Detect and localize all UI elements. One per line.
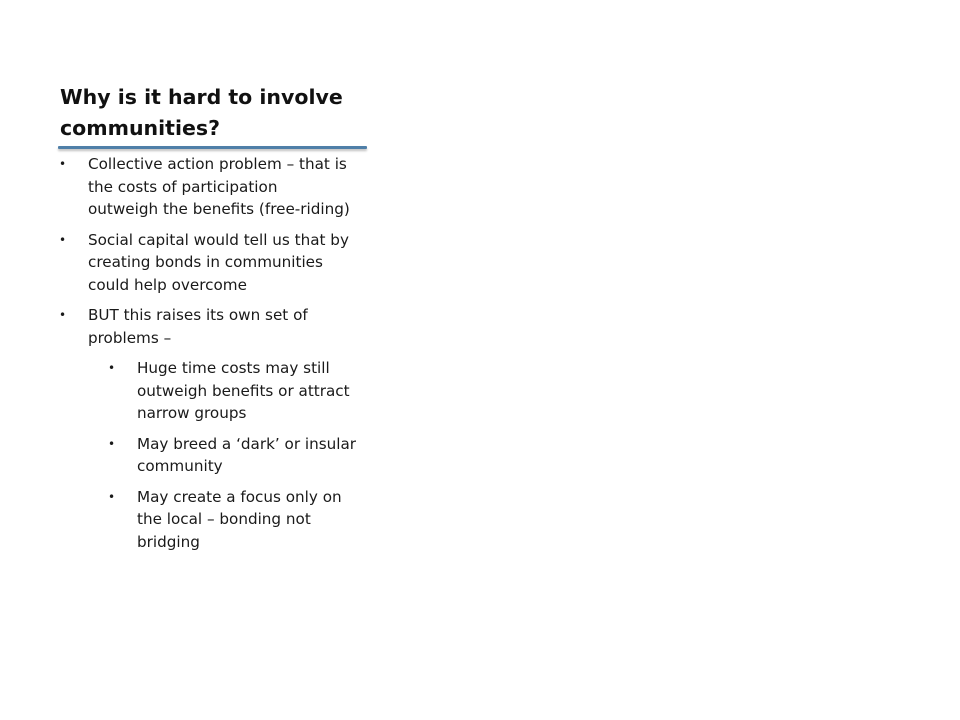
title-underline bbox=[58, 146, 367, 149]
sub-bullet-text: May breed a ‘dark’ or insular community bbox=[137, 434, 357, 475]
sub-bullet-text: Huge time costs may still outweigh benefits or attract narrow groups bbox=[137, 359, 350, 422]
bullet-icon: • bbox=[59, 232, 67, 247]
bullet-icon: • bbox=[59, 157, 67, 171]
sub-bullet-item bbox=[0, 357, 359, 425]
bullet-icon: • bbox=[108, 361, 116, 375]
bullet-item bbox=[0, 229, 350, 297]
sub-bullet-item bbox=[0, 486, 359, 554]
bullet-text: Social capital would tell us that by creating bonds in communities could help overcome bbox=[88, 230, 349, 294]
slide-title: Why is it hard to involve communities? bbox=[60, 85, 343, 140]
bullet-list bbox=[0, 153, 380, 561]
bullet-item bbox=[0, 304, 350, 349]
bullet-icon: • bbox=[108, 489, 116, 504]
bullet-text: BUT this raises its own set of problems – bbox=[88, 306, 308, 347]
bullet-icon: • bbox=[59, 308, 67, 322]
sub-bullet-text: May create a focus only on the local – bonding not bridging bbox=[137, 487, 342, 551]
bullet-item bbox=[0, 153, 350, 221]
bullet-text: Collective action problem – that is the costs of participation outweigh the benefits (free-riding) bbox=[88, 155, 350, 218]
sub-bullet-item bbox=[0, 433, 359, 478]
bullet-icon: • bbox=[108, 436, 116, 451]
